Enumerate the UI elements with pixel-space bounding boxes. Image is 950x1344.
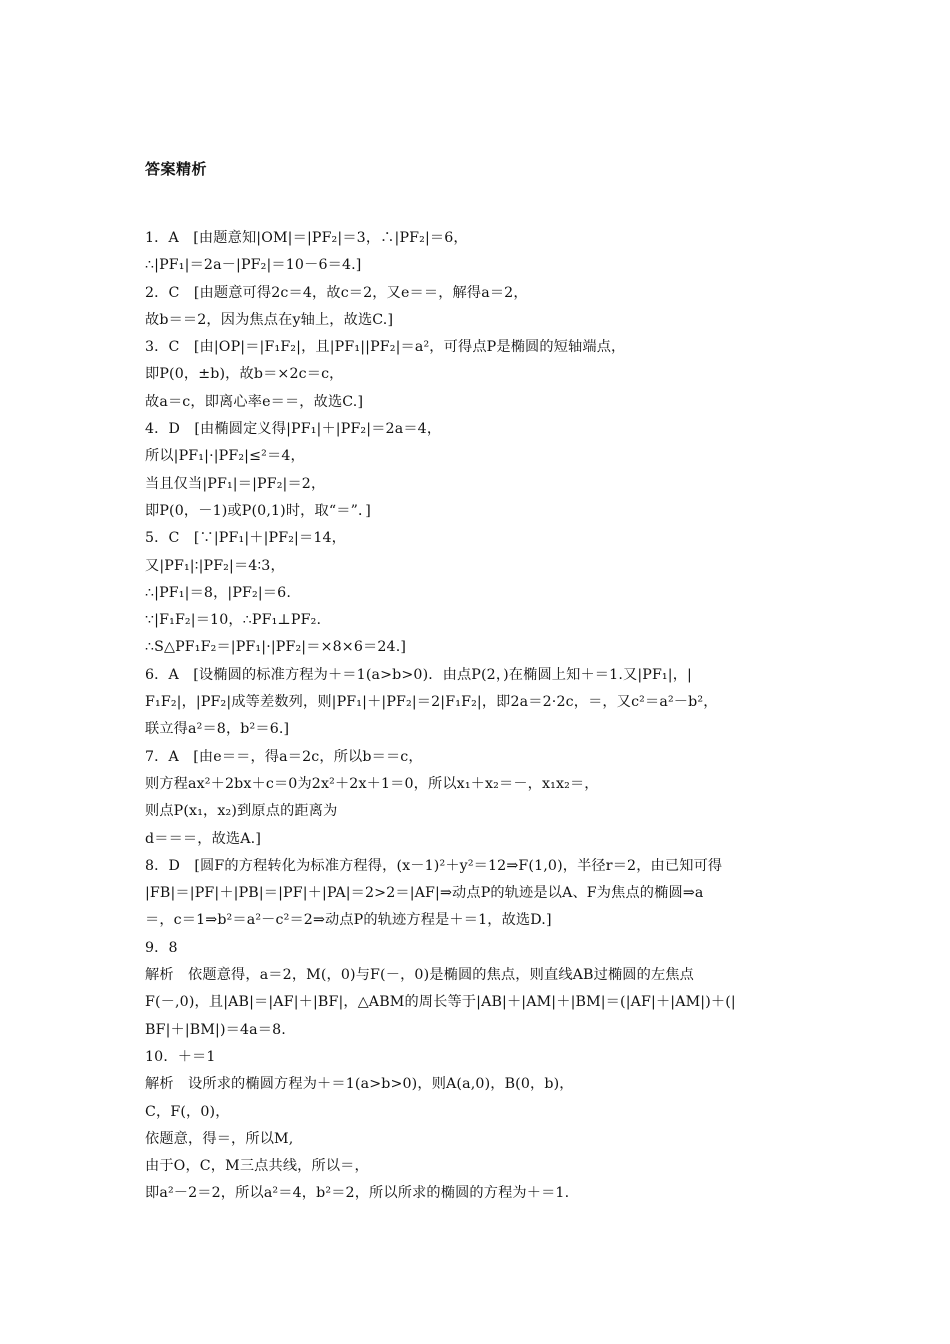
answer-line: F(－,0)，且|AB|＝|AF|＋|BF|，△ABM的周长等于|AB|＋|AM|＋|BM|＝(|AF|＋|AM|)＋(| xyxy=(145,994,736,1011)
answer-line: 10．＋＝1 xyxy=(145,1048,216,1065)
answer-line: 解析 依题意得，a＝2，M(，0)与F(－，0)是椭圆的焦点，则直线AB过椭圆的左焦点 xyxy=(145,967,694,984)
answer-line: 依题意，得＝，所以M, xyxy=(145,1130,294,1147)
answer-line: 即P(0，±b)，故b＝×2c＝c， xyxy=(145,366,344,383)
answer-body xyxy=(145,225,815,1208)
answer-line: ∴|PF₁|＝8，|PF₂|＝6. xyxy=(145,584,291,601)
answer-line: 则方程ax²＋2bx＋c＝0为2x²＋2x＋1＝0，所以x₁＋x₂＝－，x₁x₂＝， xyxy=(145,775,599,792)
answer-line: 2．C [由题意可得2c＝4，故c＝2，又e＝＝，解得a＝2， xyxy=(145,284,528,301)
answer-line: ∴|PF₁|＝2a－|PF₂|＝10－6＝4.] xyxy=(145,257,362,274)
answer-line: 所以|PF₁|·|PF₂|≤²＝4， xyxy=(145,448,305,465)
answer-line: 即P(0，－1)或P(0,1)时，取“＝”．] xyxy=(145,502,371,519)
answer-line: ∴S△PF₁F₂＝|PF₁|·|PF₂|＝×8×6＝24.] xyxy=(145,639,407,656)
answer-line: 3．C [由|OP|＝|F₁F₂|，且|PF₁||PF₂|＝a²，可得点P是椭圆的短轴端点， xyxy=(145,339,626,356)
answer-line: 即a²－2＝2，所以a²＝4，b²＝2，所以所求的椭圆的方程为＋＝1. xyxy=(145,1185,570,1202)
answer-line: ∵|F₁F₂|＝10，∴PF₁⊥PF₂. xyxy=(145,612,322,629)
answer-line: BF|＋|BM|)＝4a＝8. xyxy=(145,1021,286,1038)
answer-line: 又|PF₁|∶|PF₂|＝4∶3， xyxy=(145,557,285,574)
answer-line: 则点P(x₁，x₂)到原点的距离为 xyxy=(145,803,338,820)
answer-line: 故a＝c，即离心率e＝＝，故选C.] xyxy=(145,393,364,410)
answer-line: 由于O，C，M三点共线，所以＝， xyxy=(145,1158,369,1175)
answer-line: 4．D [由椭圆定义得|PF₁|＋|PF₂|＝2a＝4， xyxy=(145,421,442,438)
answer-line: 联立得a²＝8，b²＝6.] xyxy=(145,721,290,738)
answer-line: 9．8 xyxy=(145,939,178,956)
answer-line: 7．A [由e＝＝，得a＝2c，所以b＝＝c， xyxy=(145,748,423,765)
answer-line: C，F(，0)， xyxy=(145,1103,230,1120)
answer-line: 当且仅当|PF₁|＝|PF₂|＝2， xyxy=(145,475,326,492)
answer-line: 6．A [设椭圆的标准方程为＋＝1(a>b>0)．由点P(2，)在椭圆上知＋＝1.又|PF₁|，| xyxy=(145,666,692,683)
answer-line: d＝＝＝，故选A.] xyxy=(145,830,261,847)
answer-line: |FB|＝|PF|＋|PB|＝|PF|＋|PA|＝2>2＝|AF|⇒动点P的轨迹是以A、F为焦点的椭圆⇒a xyxy=(145,885,704,902)
answer-line: ＝，c＝1⇒b²＝a²－c²＝2⇒动点P的轨迹方程是＋＝1，故选D.] xyxy=(145,912,552,929)
answer-line: 解析 设所求的椭圆方程为＋＝1(a>b>0)，则A(a,0)，B(0，b)， xyxy=(145,1076,574,1093)
answer-line: 1．A [由题意知|OM|＝|PF₂|＝3，∴|PF₂|＝6， xyxy=(145,230,468,246)
answer-line: 5．C [∵|PF₁|＋|PF₂|＝14， xyxy=(145,530,347,547)
answer-line: F₁F₂|，|PF₂|成等差数列，则|PF₁|＋|PF₂|＝2|F₁F₂|，即2a＝2·2c，＝，又c²＝a²－b²， xyxy=(145,694,718,711)
section-heading: 答案精析 xyxy=(145,160,208,178)
answer-line: 故b＝＝2，因为焦点在y轴上，故选C.] xyxy=(145,311,394,328)
answer-line: 8．D [圆F的方程转化为标准方程得，(x－1)²＋y²＝12⇒F(1,0)，半径r＝2，由已知可得 xyxy=(145,857,723,874)
